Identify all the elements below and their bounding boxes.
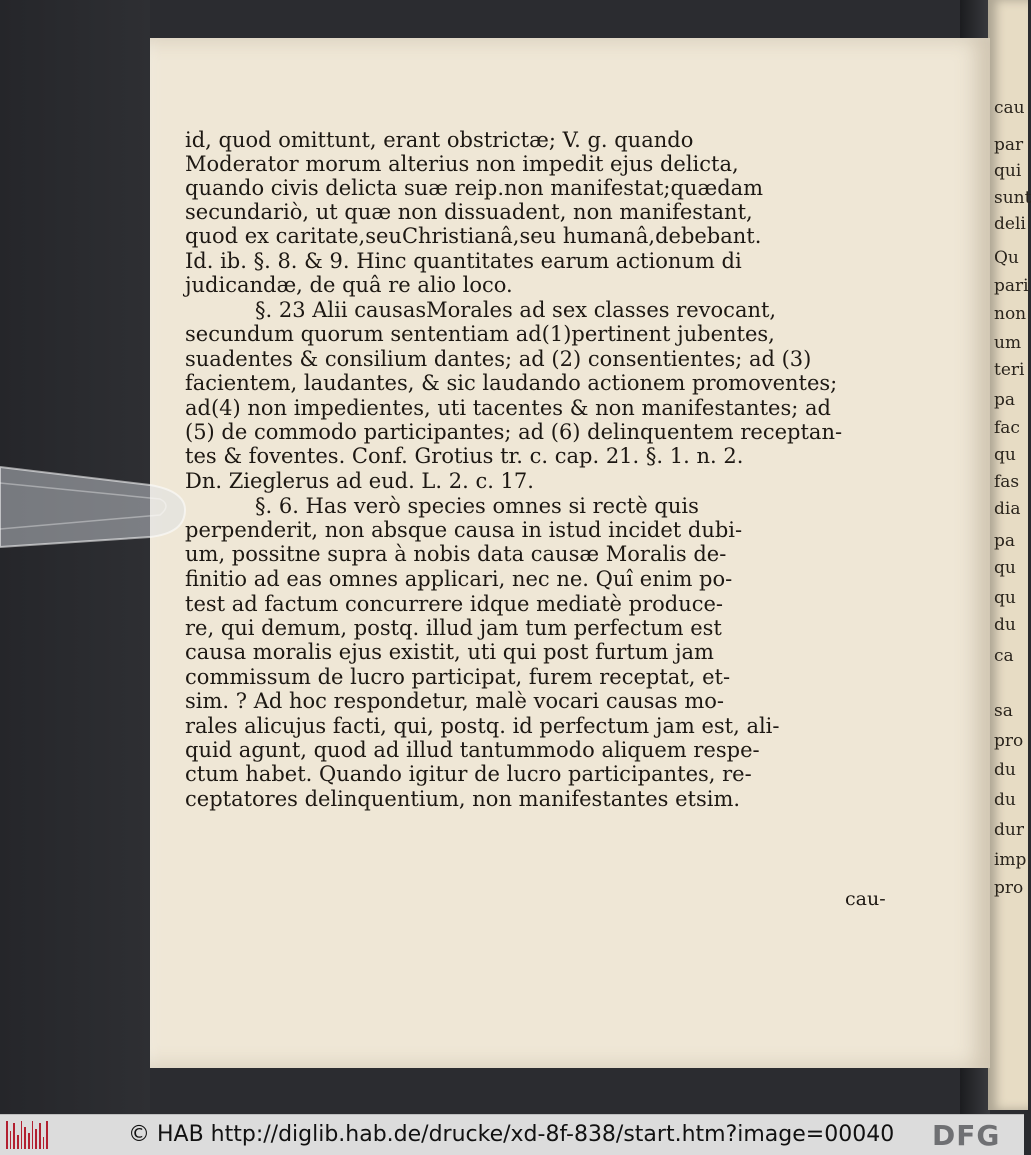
- adjacent-page-fragment: fac: [994, 418, 1020, 438]
- text-line: tes & foventes. Conf. Grotius tr. c. cap. 21. §. 1. n. 2.: [185, 444, 744, 468]
- adjacent-page-fragment: dur: [994, 820, 1024, 840]
- text-line: ad(4) non impedientes, uti tacentes & non manifestantes; ad: [185, 396, 831, 420]
- text-line: Dn. Zieglerus ad eud. L. 2. c. 17.: [185, 469, 534, 493]
- dfg-logo: DFG: [932, 1119, 1001, 1152]
- text-line: sim. ? Ad hoc respondetur, malè vocari causas mo-: [185, 689, 725, 713]
- page-clip: [0, 455, 195, 550]
- text-line: id, quod omittunt, erant obstrictæ; V. g. quando: [185, 128, 694, 152]
- adjacent-page-fragment: pro: [994, 731, 1024, 751]
- adjacent-page-fragment: cau: [994, 98, 1025, 118]
- text-line: causa moralis ejus existit, uti qui post furtum jam: [185, 640, 714, 664]
- text-line: judicandæ, de quâ re alio loco.: [185, 273, 513, 297]
- adjacent-page-fragment: pari: [994, 276, 1029, 296]
- scanner-background: [0, 0, 150, 1114]
- text-line: Moderator morum alterius non impedit ejus delicta,: [185, 152, 739, 176]
- text-line: facientem, laudantes, & sic laudando actionem promoventes;: [185, 371, 838, 395]
- adjacent-page-fragment: qui: [994, 161, 1022, 181]
- adjacent-page-fragment: deli: [994, 214, 1026, 234]
- permalink[interactable]: © HAB http://diglib.hab.de/drucke/xd-8f-838/start.htm?image=00040: [128, 1122, 895, 1147]
- adjacent-page-fragment: du: [994, 760, 1016, 780]
- adjacent-page-fragment: qu: [994, 445, 1016, 465]
- text-line: ctum habet. Quando igitur de lucro participantes, re-: [185, 762, 752, 786]
- adjacent-page-fragment: du: [994, 790, 1016, 810]
- adjacent-page-fragment: du: [994, 615, 1016, 635]
- adjacent-page-fragment: qu: [994, 558, 1016, 578]
- text-line: secundariò, ut quæ non dissuadent, non manifestant,: [185, 200, 753, 224]
- text-line: secundum quorum sententiam ad(1)pertinent jubentes,: [185, 322, 775, 346]
- text-line: §. 23 Alii causasMorales ad sex classes revocant,: [255, 298, 777, 322]
- text-line: commissum de lucro participat, furem receptat, et-: [185, 665, 731, 689]
- adjacent-page-fragment: non: [994, 304, 1027, 324]
- adjacent-page-fragment: pro: [994, 878, 1024, 898]
- text-line: re, qui demum, postq. illud jam tum perfectum est: [185, 616, 722, 640]
- adjacent-page-fragment: dia: [994, 499, 1021, 519]
- footer-bar: [0, 1114, 1024, 1155]
- hab-logo-icon: [6, 1121, 48, 1149]
- text-line: um, possitne supra à nobis data causæ Moralis de-: [185, 542, 727, 566]
- adjacent-page-fragment: pa: [994, 531, 1016, 551]
- adjacent-page-fragment: imp: [994, 850, 1027, 870]
- adjacent-page-fragment: par: [994, 135, 1024, 155]
- adjacent-page-fragment: teri: [994, 360, 1025, 380]
- adjacent-page-fragment: Qu: [994, 248, 1019, 268]
- text-line: finitio ad eas omnes applicari, nec ne. Quî enim po-: [185, 567, 733, 591]
- adjacent-page-fragment: ca: [994, 646, 1014, 666]
- text-line: test ad factum concurrere idque mediatè produce-: [185, 592, 724, 616]
- text-line: Id. ib. §. 8. & 9. Hinc quantitates earum actionum di: [185, 249, 742, 273]
- text-line: quid agunt, quod ad illud tantummodo aliquem respe-: [185, 738, 760, 762]
- text-line: suadentes & consilium dantes; ad (2) consentientes; ad (3): [185, 347, 812, 371]
- catchword: cau-: [845, 888, 886, 910]
- text-line: perpenderit, non absque causa in istud incidet dubi-: [185, 518, 743, 542]
- adjacent-page: [988, 0, 1031, 1110]
- adjacent-page-fragment: sunt: [994, 188, 1031, 208]
- adjacent-page-fragment: um: [994, 333, 1022, 353]
- text-line: rales alicujus facti, qui, postq. id perfectum jam est, ali-: [185, 714, 780, 738]
- text-line: quod ex caritate,seuChristianâ,seu humanâ,debebant.: [185, 224, 762, 248]
- adjacent-page-fragment: qu: [994, 588, 1016, 608]
- text-line: (5) de commodo participantes; ad (6) delinquentem receptan-: [185, 420, 843, 444]
- adjacent-page-fragment: pa: [994, 390, 1016, 410]
- adjacent-page-fragment: sa: [994, 701, 1013, 721]
- text-line: quando civis delicta suæ reip.non manifestat;quædam: [185, 176, 764, 200]
- text-line: ceptatores delinquentium, non manifestantes etsim.: [185, 787, 741, 811]
- text-line: §. 6. Has verò species omnes si rectè quis: [255, 494, 699, 518]
- adjacent-page-fragment: fas: [994, 472, 1020, 492]
